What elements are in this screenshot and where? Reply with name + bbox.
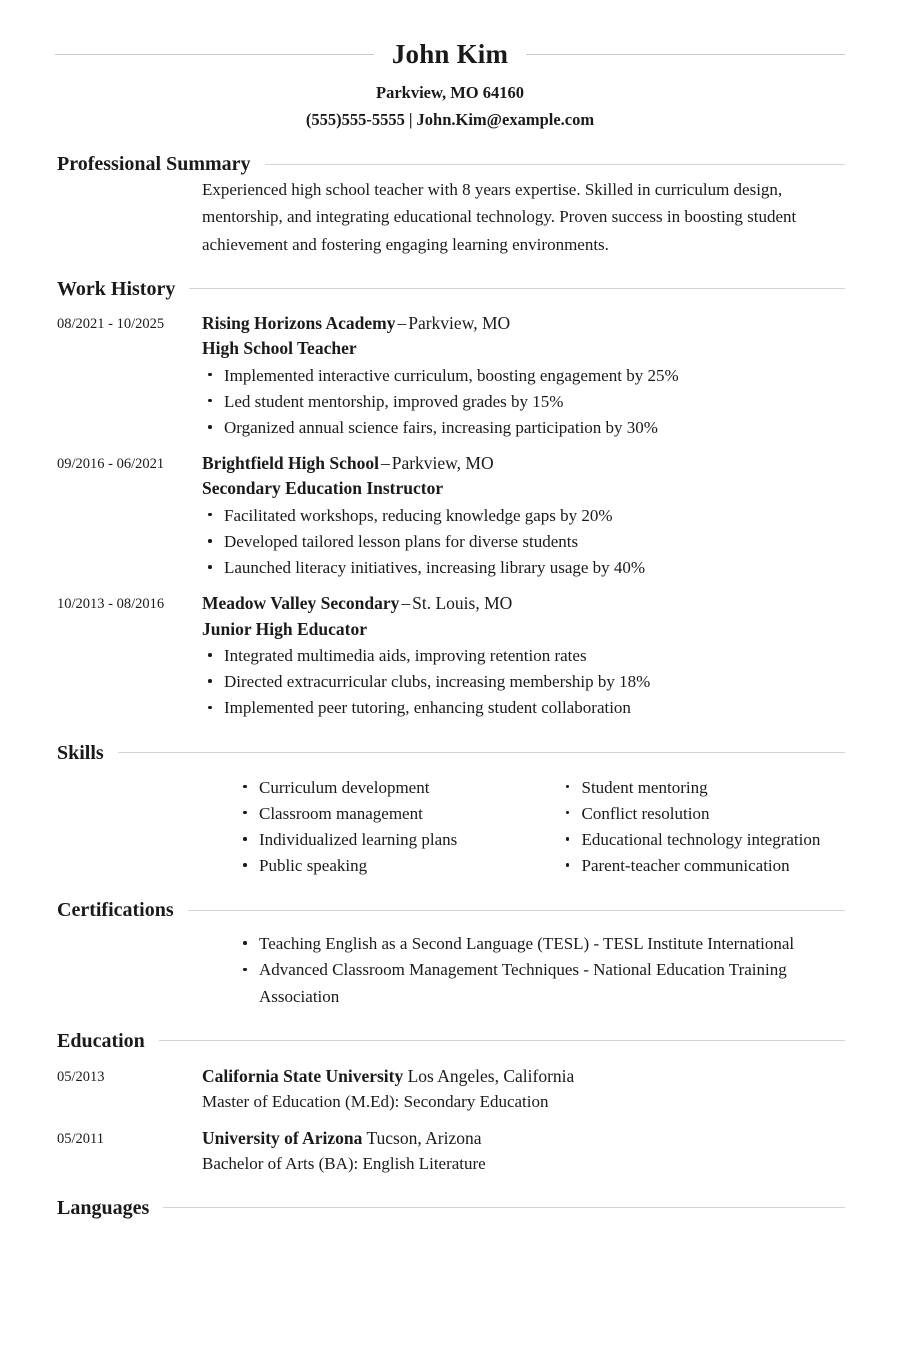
candidate-name: John Kim <box>391 39 509 69</box>
work-dates: 10/2013 - 08/2016 <box>57 596 165 613</box>
work-company: Brightfield High School <box>202 453 379 474</box>
education-entry <box>57 1126 845 1177</box>
section-education <box>0 1029 900 1177</box>
skill-item: Educational technology integration <box>560 827 846 853</box>
section-header-summary <box>57 152 845 176</box>
section-title-certifications: Certifications <box>57 899 174 922</box>
contact-separator: | <box>408 110 413 130</box>
contact-email: John.Kim@example.com <box>416 110 595 130</box>
section-title-work: Work History <box>57 277 176 300</box>
work-details <box>202 591 845 721</box>
work-role: Junior High Educator <box>202 618 367 639</box>
section-header-certifications <box>57 898 845 922</box>
work-location: Parkview, MO <box>408 312 511 333</box>
education-date: 05/2011 <box>57 1130 104 1147</box>
section-rule-summary <box>265 164 845 165</box>
work-bullet: Led student mentorship, improved grades by 15% <box>202 389 845 415</box>
education-degree: Master of Education (M.Ed): Secondary Education <box>202 1092 549 1112</box>
section-title-summary: Professional Summary <box>57 153 251 176</box>
work-company: Rising Horizons Academy <box>202 312 396 333</box>
work-entry <box>57 311 845 441</box>
skill-item: Student mentoring <box>560 775 846 801</box>
work-details <box>202 311 845 441</box>
section-languages <box>0 1196 900 1220</box>
work-dates: 09/2016 - 06/2021 <box>57 456 165 473</box>
section-header-skills <box>57 741 845 765</box>
education-school-line <box>202 1126 845 1151</box>
work-dash: – <box>401 593 411 614</box>
section-rule-skills <box>118 752 845 753</box>
work-bullet: Organized annual science fairs, increasing participation by 30% <box>202 415 845 441</box>
section-rule-certifications <box>188 910 845 911</box>
section-rule-work <box>189 288 845 289</box>
summary-body <box>202 176 845 258</box>
section-rule-languages <box>163 1207 845 1208</box>
skill-item: Classroom management <box>237 801 524 827</box>
skill-item: Public speaking <box>237 853 524 879</box>
work-details <box>202 451 845 581</box>
work-bullet-list <box>202 363 845 442</box>
work-bullet: Integrated multimedia aids, improving retention rates <box>202 643 845 669</box>
work-org-line <box>202 591 845 616</box>
education-school: University of Arizona <box>202 1127 363 1148</box>
skills-list-right <box>560 775 846 880</box>
section-title-education: Education <box>57 1029 145 1052</box>
work-bullet: Facilitated workshops, reducing knowledge gaps by 20% <box>202 503 845 529</box>
header-rule-right <box>526 54 845 55</box>
certification-item: Advanced Classroom Management Techniques - National Education Training Association <box>237 957 845 1009</box>
section-title-skills: Skills <box>57 741 104 764</box>
education-school-line <box>202 1064 845 1089</box>
skills-columns <box>202 774 845 880</box>
summary-text: Experienced high school teacher with 8 years expertise. Skilled in curriculum design, mentorship, and integrating educational technology. Proven success in boosting student achievement and fostering engaging learning environments. <box>202 180 797 254</box>
skill-item: Curriculum development <box>237 775 524 801</box>
section-certifications <box>0 898 900 1010</box>
education-location: Tucson, Arizona <box>366 1127 482 1148</box>
resume-header <box>0 0 900 133</box>
skills-column-right <box>524 774 846 880</box>
work-bullet-list <box>202 503 845 582</box>
skills-column-left <box>202 774 524 880</box>
skills-list-left <box>237 775 524 880</box>
section-skills <box>0 741 900 880</box>
education-details <box>202 1126 845 1177</box>
certification-item: Teaching English as a Second Language (TESL) - TESL Institute International <box>237 931 845 957</box>
skill-item: Individualized learning plans <box>237 827 524 853</box>
work-dash: – <box>397 312 407 333</box>
certifications-body <box>202 931 845 1010</box>
contact-phone: (555)555-5555 <box>305 110 405 130</box>
work-role: Secondary Education Instructor <box>202 478 444 499</box>
section-title-languages: Languages <box>57 1196 150 1219</box>
work-bullet: Implemented peer tutoring, enhancing student collaboration <box>202 695 845 721</box>
work-org-line <box>202 311 845 336</box>
work-bullet: Implemented interactive curriculum, boosting engagement by 25% <box>202 363 845 389</box>
section-professional-summary <box>0 152 900 258</box>
section-header-work <box>57 277 845 301</box>
section-header-education <box>57 1029 845 1053</box>
section-header-languages <box>57 1196 845 1220</box>
work-dash: – <box>380 453 390 474</box>
education-school: California State University <box>202 1065 404 1086</box>
skill-item: Parent-teacher communication <box>560 853 846 879</box>
education-location: Los Angeles, California <box>407 1065 575 1086</box>
name-row <box>0 40 900 70</box>
section-work-history <box>0 277 900 722</box>
education-degree: Bachelor of Arts (BA): English Literature <box>202 1154 486 1173</box>
work-bullet-list <box>202 643 845 722</box>
section-rule-education <box>159 1040 845 1041</box>
header-rule-left <box>55 54 374 55</box>
education-details <box>202 1064 845 1115</box>
work-org-line <box>202 451 845 476</box>
work-dates: 08/2021 - 10/2025 <box>57 315 165 332</box>
work-entry <box>57 451 845 581</box>
work-location: St. Louis, MO <box>412 593 513 614</box>
education-entry <box>57 1064 845 1115</box>
work-bullet: Developed tailored lesson plans for diverse students <box>202 529 845 555</box>
work-entry <box>57 591 845 721</box>
work-role: High School Teacher <box>202 338 357 359</box>
skill-item: Conflict resolution <box>560 801 846 827</box>
work-bullet: Launched literacy initiatives, increasing library usage by 40% <box>202 555 845 581</box>
education-date: 05/2013 <box>57 1068 105 1085</box>
contact-phone-email <box>0 108 900 133</box>
work-company: Meadow Valley Secondary <box>202 593 400 614</box>
work-bullet: Directed extracurricular clubs, increasing membership by 18% <box>202 669 845 695</box>
work-location: Parkview, MO <box>391 453 494 474</box>
certifications-list <box>237 931 845 1010</box>
contact-address: Parkview, MO 64160 <box>375 82 525 102</box>
